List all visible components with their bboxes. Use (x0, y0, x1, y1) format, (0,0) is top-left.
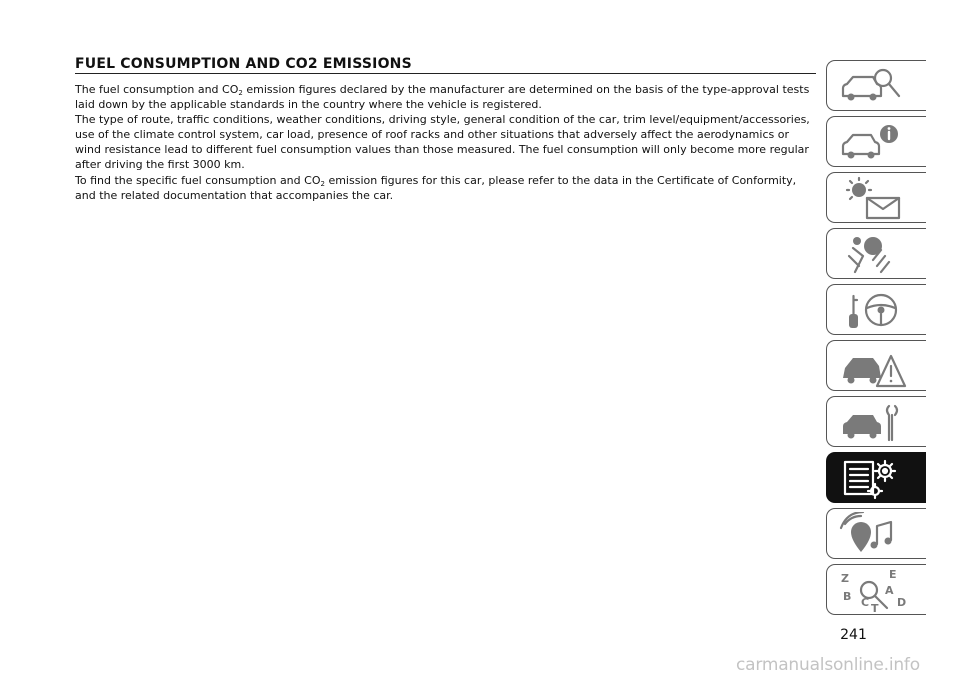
warning-light-message-icon (839, 176, 907, 220)
multimedia-icon (839, 512, 907, 556)
tab-getting-to-know-car[interactable] (826, 60, 926, 111)
tab-starting-driving[interactable] (826, 284, 926, 335)
page-number: 241 (840, 627, 867, 643)
tab-alphabetical-index[interactable] (826, 564, 926, 615)
svg-text:D: D (897, 596, 907, 609)
car-search-icon (839, 64, 907, 108)
paragraph-consumption-factors: The type of route, traffic conditions, weather conditions, driving style, general condition of the car, trim level/equipment/accessories, use of the climate control system, car load, presence of roof racks and other situations that adversely affect the aerodynamics or wind resistance lead to different fuel consumption values than those measured. The fuel consumption will only become more regular after driving the first 3000 km. (75, 113, 810, 172)
tab-knowing-instrument-panel[interactable] (826, 116, 926, 167)
alphabetical-index-icon (839, 568, 907, 612)
tab-warning-lights-messages[interactable] (826, 172, 926, 223)
airbag-person-icon (839, 232, 907, 276)
svg-text:Z: Z (841, 572, 849, 585)
svg-text:T: T (871, 602, 879, 612)
tab-multimedia[interactable] (826, 508, 926, 559)
svg-text:A: A (885, 584, 894, 597)
paragraph-certificate-reference: To find the specific fuel consumption and $CO_2$ emission figures for this car, please refer to the data in the Certificate of Conformity, and the related documentation that accompanies the car. (75, 173, 797, 202)
svg-text:B: B (843, 590, 852, 603)
car-wrench-icon (839, 400, 907, 444)
paragraph-type-approval: The fuel consumption and $CO_2$ emission figures declared by the manufacturer are determined on the basis of the type-approval tests laid down by the applicable standards in the country where the vehicle is registered. (75, 83, 810, 112)
heading-rule (75, 73, 816, 74)
tab-in-emergency[interactable] (826, 340, 926, 391)
tab-servicing-care[interactable] (826, 396, 926, 447)
watermark[interactable]: carmanualsonline.info (736, 655, 920, 675)
car-emergency-warning-icon (839, 344, 907, 388)
key-steering-wheel-icon (839, 288, 907, 332)
svg-text:C: C (861, 596, 870, 609)
tab-safety[interactable] (826, 228, 926, 279)
tab-technical-specifications[interactable] (826, 452, 926, 503)
section-body (75, 82, 816, 203)
car-info-icon (839, 120, 907, 164)
technical-data-gears-icon (839, 456, 907, 500)
section-heading: FUEL CONSUMPTION AND CO2 EMISSIONS (75, 56, 412, 72)
svg-text:E: E (889, 568, 897, 581)
